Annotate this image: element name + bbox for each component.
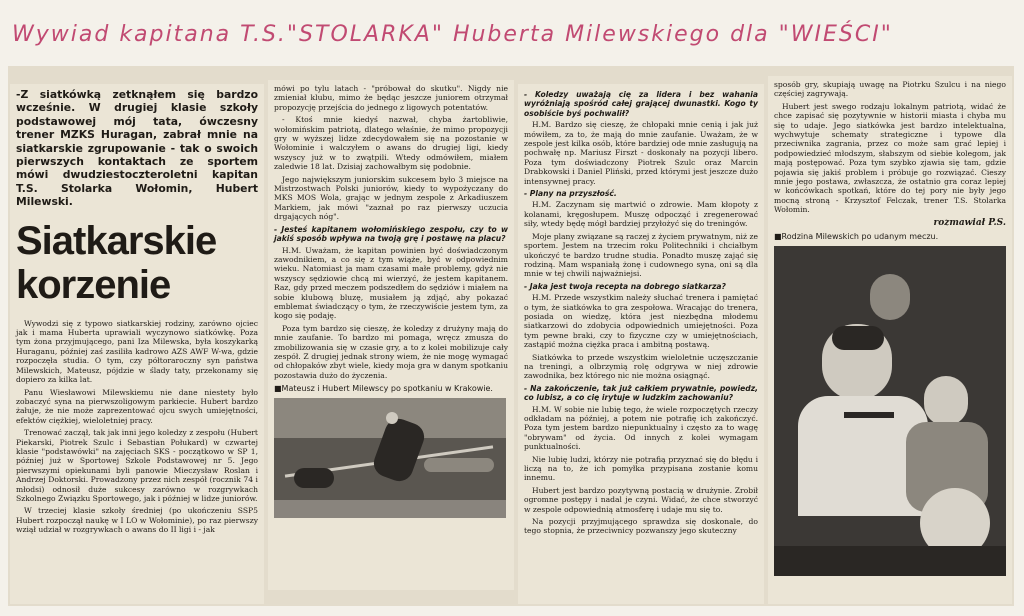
column-3 (518, 84, 764, 604)
handwritten-title: Wywiad kapitana T.S."STOLARKA" Huberta Milewskiego dla "WIEŚCI" (12, 22, 893, 47)
headline-line-2: korzenie (16, 262, 171, 307)
article-paragraph: H.M. Uważam, że kapitan powinien być doświadczonym zawodnikiem, a co się z tym wiąże, być w odpowiednim wieku. Natomiast ja mam czasami małe problemy, gdyż nie wszyscy sędziowie chcą mi wierzyć, że jestem kapitanem. Raz, gdy przed meczem podszedłem do sędziów i miałem na sobie klubową bluzę, musiałem ją zdjąć, aby pokazać emblemat świadczący o tym, że rzeczywiście jestem tym, za kogo się podaję. (274, 245, 508, 321)
article-paragraph: - Ktoś mnie kiedyś nazwał, chyba żartobliwie, wołomińskim patriotą, dlatego właśnie, że mimo propozycji gry w wyższej lidze zdecydowałem się na pozostanie w Wołominie i walczyłem o awans do drugiej ligi, kiedy wszyscy już w to zwątpili. Wtedy odmówiłem, miałem zaledwie 18 lat. Dzisiaj zachowałbym się podobnie. (274, 115, 508, 172)
column-4 (768, 76, 1012, 604)
article-paragraph: Jego największym juniorskim sukcesem było 3 miejsce na Mistrzostwach Polski juniorów, kiedy to wypożyczany do MKS MOS Wola, grając w jednym zespole z Arkadiuszem Markiem, jak mówi "zaznał po raz pierwszy uczucia drgających nóg". (274, 174, 508, 222)
author-signature: rozmawiał P.S. (933, 217, 1006, 228)
headline-line-1: Siatkarskie (16, 218, 217, 263)
family-photo (774, 246, 1006, 576)
article-paragraph: Na pozycji przyjmującego sprawdza się doskonale, do tego stopnia, że przeciwnicy pozwanszy jego skuteczny (524, 517, 758, 536)
column-2 (268, 80, 514, 590)
article-paragraph: Hubert jest bardzo pozytywną postacią w drużynie. Zrobił ogromne postępy i nadal je czyni. Widać, że chce stworzyć w zespole odpowiednią atmosferę i udaje mu się to. (524, 485, 758, 514)
volleyball-action-photo (274, 398, 506, 518)
article-paragraph: Poza tym bardzo się cieszę, że koledzy z drużyny mają do mnie zaufanie. To bardzo mi pomaga, wręcz zmusza do zmobilizowania się w czasie gry, a to z kolei mobilizuje cały zespół. Z drugiej jednak strony wiem, że nie mogę wymagać od chłopaków zbyt wiele, kiedy moja gra w danym spotkaniu pozostawia dużo do życzenia. (274, 323, 508, 380)
article-paragraph: W trzeciej klasie szkoły średniej (po ukończeniu SSP5 Hubert rozpoczął naukę w I LO w Wołominie), po raz pierwszy wziął udział w rozgrywkach o awans do II ligi i - jak (16, 506, 258, 535)
newspaper-sheet (8, 66, 1014, 606)
article-paragraph: H.M. W sobie nie lubię tego, że wiele rozpoczętych rzeczy odkładam na później, a potem nie potrafię ich zakończyć. Poza tym jestem bardzo niepunktualny i często za to wagę "obrywam" od życia. Od innych z kolei wymagam punktualności. (524, 404, 758, 452)
article-paragraph: Moje plany związane są raczej z życiem prywatnym, niż ze sportem. Jestem na trzecim roku Politechniki i chciałbym ukończyć te bardzo trudne studia. Ponadto muszę zająć się rodziną. Mam wspaniałą żonę i cudownego syna, oni są dla mnie w tej chwili najważniejsi. (524, 231, 758, 279)
article-paragraph: H.M. Bardzo się cieszę, że chłopaki mnie cenią i jak już mówiłem, za to, że mają do mnie zaufanie. Uważam, że w zespole jest kilka osób, które bardziej ode mnie zasługują na pochwałę np. Mariusz Firszt - doskonały na pozycji libero. Poza tym doświadczony Piotrek Szulc oraz Marcin Drabkowski i Daniel Pliński, przed którymi jest jeszcze dużo intensywnej pracy. (524, 120, 758, 186)
interview-question: - Jesteś kapitanem wołomińskiego zespołu, czy to w jakiś sposób wpływa na twoją grę i postawę na placu? (274, 224, 508, 244)
article-paragraph: sposób gry, skupiają uwagę na Piotrku Szulcu i na niego częściej zagrywają. (774, 80, 1006, 99)
article-paragraph: Siatkówka to przede wszystkim wieloletnie uczęszczanie na treningi, a olbrzymią rolę odgrywa w niej zdrowie zawodnika, bez którego nic nie można osiągnąć. (524, 352, 758, 381)
article-paragraph: Panu Wiesławowi Milewskiemu nie dane niestety było zobaczyć syna na pierwszoligowym parkiecie. Hubert bardzo żałuje, że nie może zaprezentować ojcu swych umiejętności, efektów ciężkiej, wieloletniej pracy. (16, 387, 258, 425)
article-paragraph: Hubert jest swego rodzaju lokalnym patriotą, widać że chce zapisać się pozytywnie w historii miasta i chyba mu się to udaje. Jego siatkówka jest bardzo intelektualna, wychwytuje schematy strategiczne i typowe dla przeciwnika zagrania, przez co może sam grać lepiej i podpowiedzieć młodszym, słabszym od siebie kolegom, jak mają postępować. Poza tym szybko zjawia się tam, gdzie pojawia się jakiś problem i próbuje go rozwiązać. Cieszy mnie jego postawa, zwłaszcza, że ostatnio gra coraz lepiej w końcówkach spotkań, które do tej pory nie były jego mocną stroną - Krzysztof Felczak, trener T.S. Stolarka Wołomin. (774, 101, 1006, 215)
article-paragraph: H.M. Przede wszystkim należy słuchać trenera i pamiętać o tym, że siatkówka to gra zespołowa. Wracając do trenera, posiada on wiedzę, która jest niezbędna młodemu siatkarzowi do zdobycia odpowiednich umiejętności. Poza tym pewne braki, czy to fizyczne czy w umiejętnościach, zastąpić można ciężka praca i ambitną postawą. (524, 293, 758, 350)
interview-question: - Koledzy uważają cię za lidera i bez wahania wyróżniają spośród całej grającej dwunastki. Kogo ty osobiście byś pochwalił? (524, 90, 758, 118)
photo-caption: ■Rodzina Milewskich po udanym meczu. (774, 232, 939, 242)
photo-caption: ■Mateusz i Hubert Milewscy po spotkaniu w Krakowie. (274, 384, 493, 394)
article-paragraph: mówi po tylu latach - "próbował do skutku". Nigdy nie zmieniał klubu, mimo że będąc jeszcze juniorem otrzymał propozycję przejścia do jednego z ligowych potentatów. (274, 84, 508, 112)
article-paragraph: H.M. Zaczynam się martwić o zdrowie. Mam kłopoty z kolanami, kręgosłupem. Muszę odpocząć i zregenerować siły, wtedy będę mógł bardziej przyłożyć się do treningów. (524, 200, 758, 229)
article-paragraph: Wywodzi się z typowo siatkarskiej rodziny, zarówno ojciec jak i mama Huberta uprawiali wyczynowo siatkówkę. Poza tym żona przyjmującego, pani Iza Milewska, była koszykarką Huraganu, później zaś zasiliła kadrowo AZS AWF W-wa, gdzie rozpoczęła studia. O tym, czy półtoraroczny syn państwa Milewskich, Mateusz, pójdzie w ślady taty, przekonamy się dopiero za kilka lat. (16, 318, 258, 385)
lead-paragraph: -Z siatkówką zetknąłem się bardzo wcześnie. W drugiej klasie szkoły podstawowej mój tata, ówczesny trener MZKS Huragan, zabrał mnie na siatkarskie zgrupowanie - tak o swoich pierwszych kontaktach ze sportem mówi dwudziestoczteroletni kapitan T.S. Stolarka Wołomin, Hubert Milewski. (16, 88, 258, 209)
interview-question: - Na zakończenie, tak już całkiem prywatnie, powiedz, co lubisz, a co cię irytuje w ludzkim zachowaniu? (524, 383, 758, 403)
article-paragraph: Trenować zaczął, tak jak inni jego koledzy z zespołu (Hubert Piekarski, Piotrek Szulc i Sebastian Połukard) w czwartej klasie "podstawówki" na zajęciach SKS - początkowo w SP 1, później już w Sportowej Szkole Podstawowej nr 5. Jego pierwszymi opiekunami byli panowie Mieczysław Roslan i Andrzej Doktorski. Prowadzony przez nich zespół (rocznik 74 i młodsi) odnosił duże sukcesy zarówno w rozgrywkach Szkolnego Związku Sportowego, jak i później w lidze juniorów. (16, 428, 258, 503)
interview-question: - Jaka jest twoja recepta na dobrego siatkarza? (524, 281, 726, 291)
article-paragraph: Nie lubię ludzi, którzy nie potrafią przyznać się do błędu i liczą na to, że ich pomyłka przypisana zostanie komu innemu. (524, 454, 758, 483)
interview-question: - Plany na przyszłość. (524, 189, 617, 199)
headline (16, 219, 258, 307)
column-1 (10, 84, 264, 604)
